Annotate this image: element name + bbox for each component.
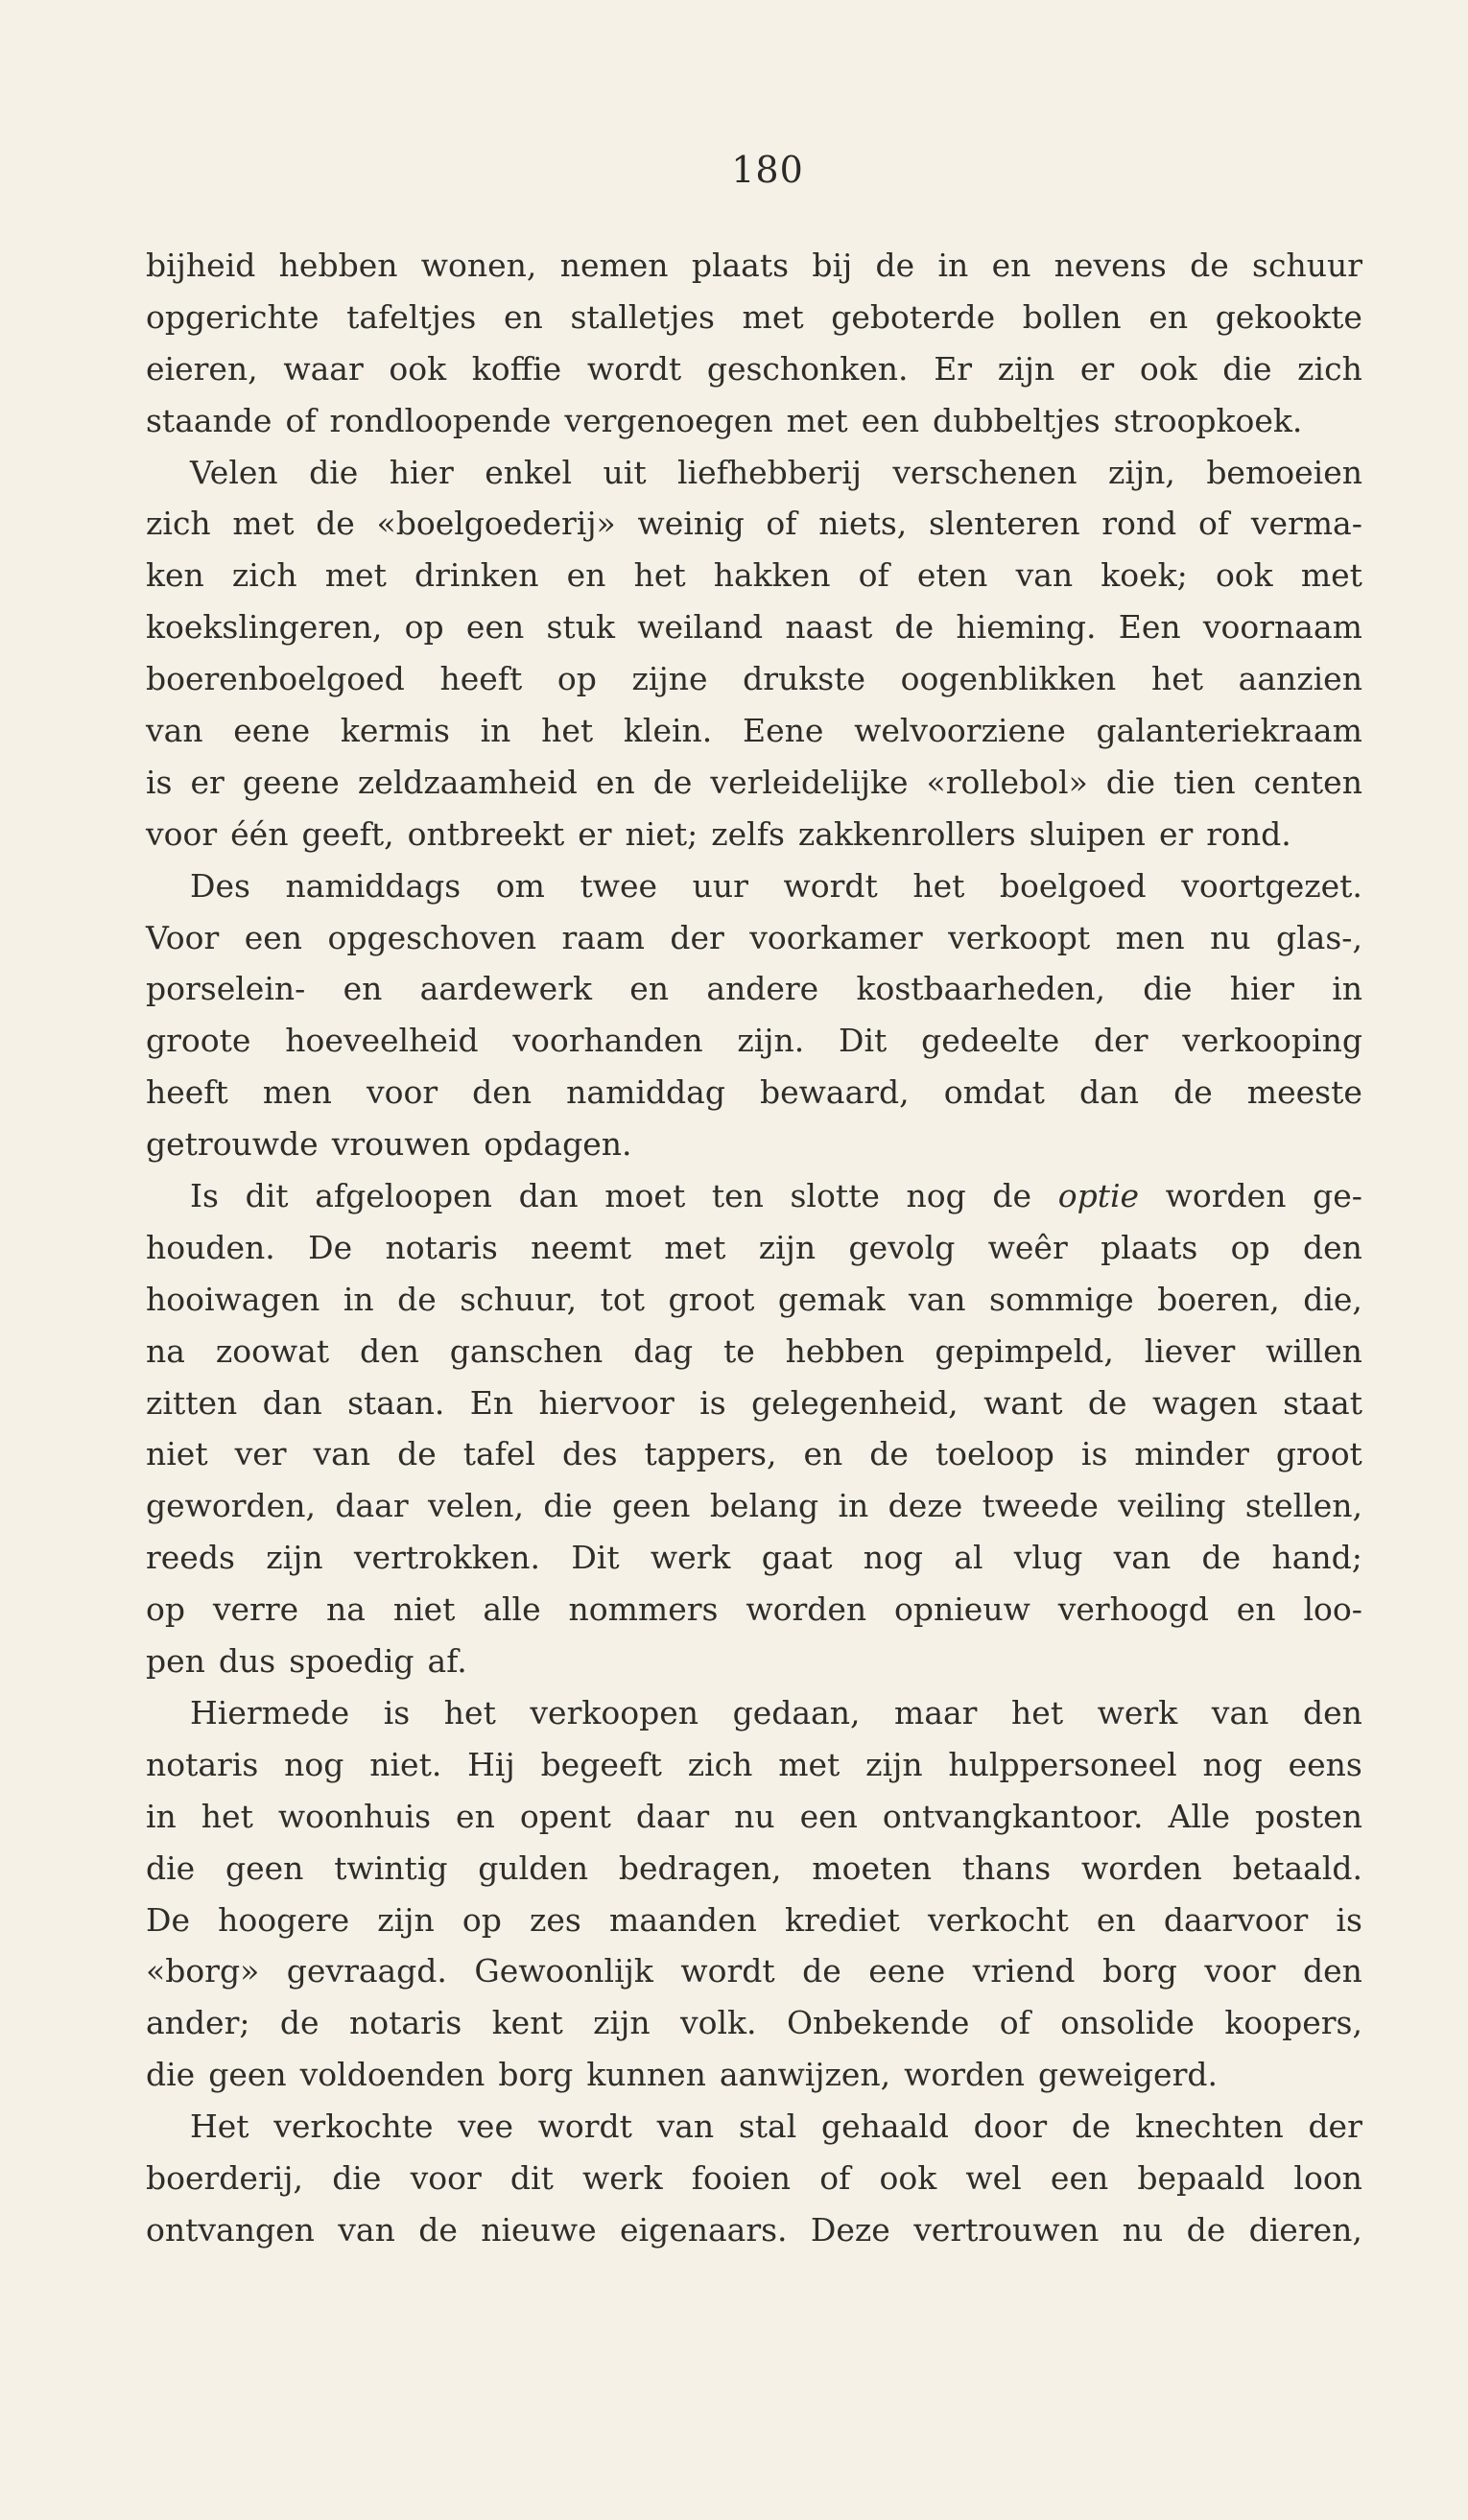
text-line: van eene kermis in het klein. Eene welvoorziene galanteriekraam xyxy=(146,712,1362,750)
page-number: 180 xyxy=(731,149,804,191)
text-line: Het verkochte vee wordt van stal gehaald door de knechten der xyxy=(190,2108,1362,2146)
text-line: getrouwde vrouwen opdagen. xyxy=(146,1125,632,1164)
text-line: na zoowat den ganschen dag te hebben gepimpeld, liever willen xyxy=(146,1331,1362,1370)
text-line: voor één geeft, ontbreekt er niet; zelfs zakkenrollers sluipen er rond. xyxy=(146,814,1291,853)
text-line: pen dus spoedig af. xyxy=(146,1642,467,1681)
text-line: porselein- en aardewerk en andere kostbaarheden, die hier in xyxy=(146,970,1362,1008)
body-text xyxy=(146,240,1362,2256)
text-line: die geen twintig gulden bedragen, moeten thans worden betaald. xyxy=(146,1849,1362,1887)
text-line: op verre na niet alle nommers worden opnieuw verhoogd en loo- xyxy=(146,1590,1362,1629)
text-line: ander; de notaris kent zijn volk. Onbekende of onsolide koopers, xyxy=(146,2004,1362,2042)
text-line: ontvangen van de nieuwe eigenaars. Deze vertrouwen nu de dieren, xyxy=(146,2210,1362,2249)
text-line: reeds zijn vertrokken. Dit werk gaat nog al vlug van de hand; xyxy=(146,1539,1362,1577)
text-line: boerenboelgoed heeft op zijne drukste oogenblikken het aanzien xyxy=(146,660,1362,698)
text-line: groote hoeveelheid voorhanden zijn. Dit gedeelte der verkooping xyxy=(146,1022,1362,1060)
text-line: Velen die hier enkel uit liefhebberij verschenen zijn, bemoeien xyxy=(190,453,1362,491)
text-line: Voor een opgeschoven raam der voorkamer verkoopt men nu glas-, xyxy=(146,918,1362,956)
text-line: «borg» gevraagd. Gewoonlijk wordt de eene vriend borg voor den xyxy=(146,1952,1362,1990)
text-line: De hoogere zijn op zes maanden krediet verkocht en daarvoor is xyxy=(146,1900,1362,1939)
text-line: hooiwagen in de schuur, tot groot gemak van sommige boeren, die, xyxy=(146,1280,1362,1318)
text-line: die geen voldoenden borg kunnen aanwijzen, worden geweigerd. xyxy=(146,2056,1218,2094)
text-line: boerderij, die voor dit werk fooien of ook wel een bepaald loon xyxy=(146,2158,1362,2197)
text-line: in het woonhuis en opent daar nu een ontvangkantoor. Alle posten xyxy=(146,1797,1362,1835)
text-line: is er geene zeldzaamheid en de verleidelijke «rollebol» die tien centen xyxy=(146,763,1362,801)
text-line: opgerichte tafeltjes en stalletjes met geboterde bollen en gekookte xyxy=(146,297,1362,336)
text-line: Des namiddags om twee uur wordt het boelgoed voortgezet. xyxy=(190,866,1362,905)
text-line: bijheid hebben wonen, nemen plaats bij de in en nevens de schuur xyxy=(146,247,1362,284)
text-line: eieren, waar ook koffie wordt geschonken. Er zijn er ook die zich xyxy=(146,349,1362,388)
text-line: koekslingeren, op een stuk weiland naast de hieming. Een voornaam xyxy=(146,608,1362,647)
text-line: ken zich met drinken en het hakken of eten van koek; ook met xyxy=(146,556,1362,595)
text-line: notaris nog niet. Hij begeeft zich met zijn hulppersoneel nog eens xyxy=(146,1745,1362,1783)
text-line: Hiermede is het verkoopen gedaan, maar het werk van den xyxy=(190,1693,1362,1731)
text-line: niet ver van de tafel des tappers, en de toeloop is minder groot xyxy=(146,1435,1362,1473)
text-line: zitten dan staan. En hiervoor is gelegenheid, want de wagen staat xyxy=(146,1383,1362,1422)
text-line: zich met de «boelgoederij» weinig of niets, slenteren rond of verma- xyxy=(146,505,1362,543)
text-line: houden. De notaris neemt met zijn gevolg weêr plaats op den xyxy=(146,1228,1362,1266)
text-line: staande of rondloopende vergenoegen met een dubbeltjes stroopkoek. xyxy=(146,401,1303,439)
text-line: geworden, daar velen, die geen belang in deze tweede veiling stellen, xyxy=(146,1487,1362,1525)
text-line: Is dit afgeloopen dan moet ten slotte nog de optie worden ge- xyxy=(190,1177,1362,1215)
text-line: heeft men voor den namiddag bewaard, omdat dan de meeste xyxy=(146,1073,1362,1112)
